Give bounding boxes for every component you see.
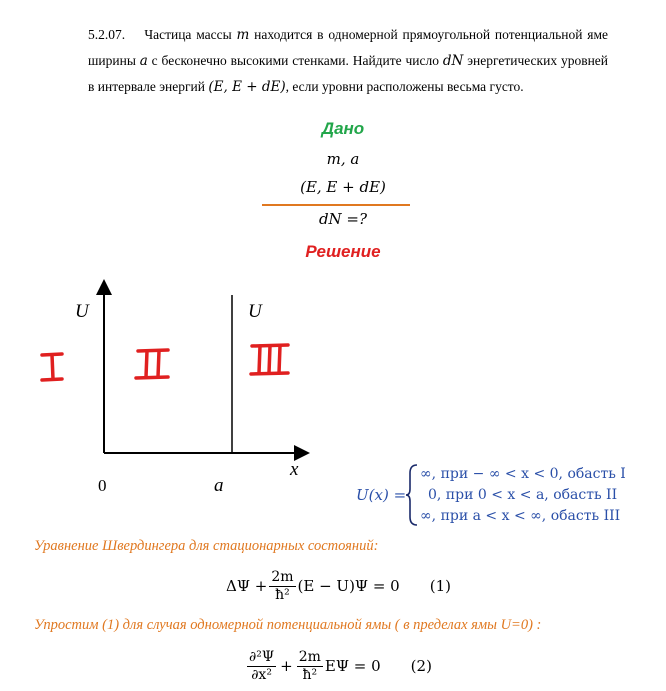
eq1-frac-den: ħ²: [275, 586, 290, 603]
given-line-2: (E, E + dE): [300, 178, 386, 196]
eq1-tag: (1): [429, 577, 451, 595]
eq2-d-den: ∂x²: [251, 666, 272, 683]
equation-1: [226, 566, 451, 606]
eq2-tag: (2): [410, 657, 432, 675]
potential-case-1: ∞, при − ∞ < x < 0, обасть I: [420, 466, 626, 482]
given-unknown: dN =?: [318, 210, 368, 228]
potential-case-2: 0, при 0 < x < a, обасть II: [428, 487, 618, 503]
wall-u-label: U: [248, 301, 262, 322]
equation-2: [245, 645, 432, 687]
a-label: a: [214, 475, 224, 496]
problem-number: 5.2.07.: [88, 27, 126, 42]
eq1-right: (E − U)Ψ = 0: [297, 577, 400, 595]
eq1-frac-num: 2m: [271, 568, 294, 585]
origin-label: 0: [98, 476, 107, 495]
potential-lhs: U(x) =: [356, 486, 407, 504]
problem-statement: [88, 22, 608, 100]
eq2-derivative: [247, 649, 276, 684]
given-heading: Дано: [321, 119, 365, 138]
piecewise-brace: [405, 463, 419, 527]
mass-symbol: m: [236, 27, 250, 43]
problem-text-2: находится в одномерной прямоугольной потенциальной яме ширины: [88, 27, 609, 68]
eq2-fraction: [297, 649, 323, 684]
eq1-left: ΔΨ +: [226, 577, 268, 595]
solution-heading: Решение: [305, 242, 381, 261]
region-ii-handwritten: [136, 350, 168, 378]
schrodinger-note: Уравнение Швердингера для стационарных состояний:: [34, 538, 379, 554]
problem-text-5: , если уровни расположены весьма густо.: [285, 79, 524, 94]
given-line-1: m, a: [326, 150, 360, 168]
eq2-d-num: ∂²Ψ: [249, 648, 275, 665]
given-divider: [262, 204, 410, 206]
region-iii-handwritten: [251, 345, 288, 374]
potential-well-diagram: [20, 275, 320, 500]
axis-x-label: x: [290, 459, 299, 480]
width-symbol: a: [139, 53, 148, 69]
eq2-right: EΨ = 0: [324, 657, 381, 675]
eq2-frac-den: ħ²: [302, 666, 318, 683]
simplify-note: Упростим (1) для случая одномерной потенциальной ямы ( в пределах ямы U=0) :: [34, 617, 542, 633]
eq2-plus: +: [280, 657, 293, 675]
problem-text-4: энергетических уровней в интервале энергий: [88, 53, 609, 94]
axis-y-label: U: [75, 301, 89, 322]
interval-symbol: (E, E + dE): [208, 79, 286, 95]
eq2-frac-num: 2m: [298, 648, 321, 665]
problem-text-1: Частица массы: [144, 27, 232, 42]
potential-case-3: ∞, при a < x < ∞, обасть III: [420, 508, 621, 524]
eq1-fraction: [269, 569, 295, 604]
region-i-handwritten: [42, 354, 62, 380]
dn-symbol: dN: [442, 53, 464, 69]
problem-text-3: с бесконечно высокими стенками. Найдите число: [151, 53, 440, 68]
